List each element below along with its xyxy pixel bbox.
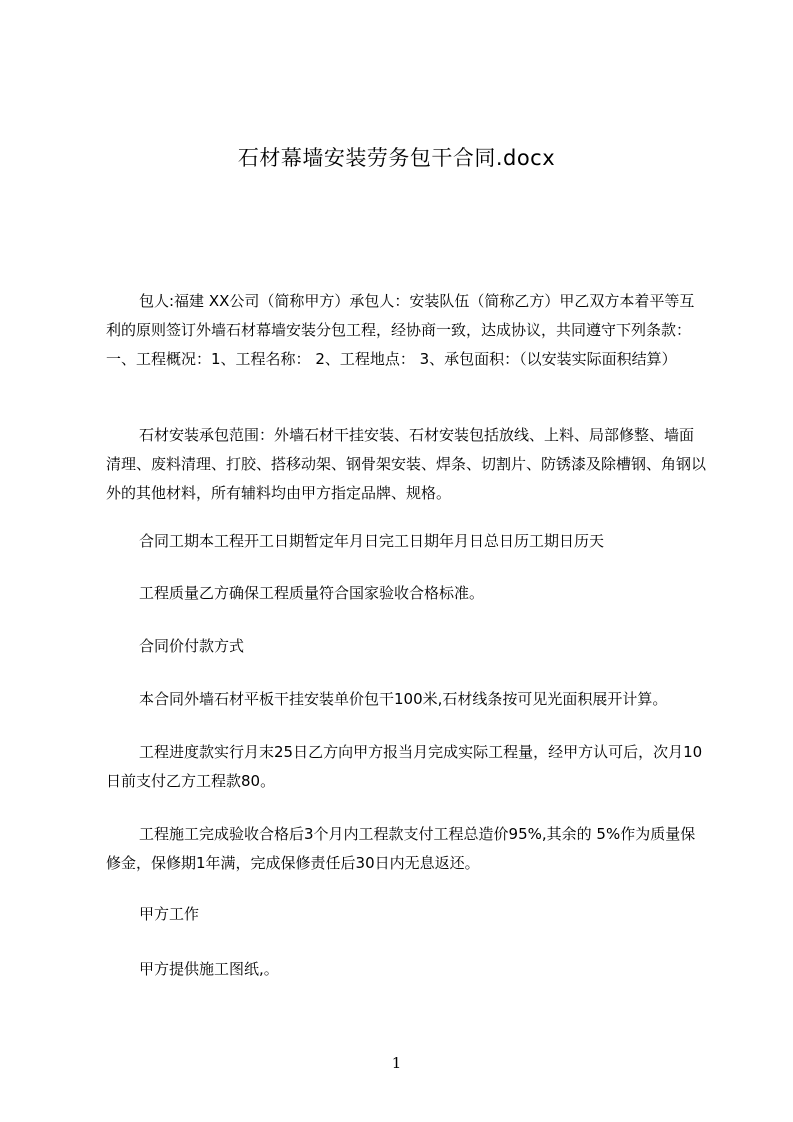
paragraph-quality: 工程质量乙方确保工程质量符合国家验收合格标准。 (139, 584, 485, 602)
paragraph-parties: 包人:福建 XX公司（简称甲方）承包人：安装队伍（简称乙方）甲乙双方本着平等互利的原则签订外墙石材幕墙安装分包工程，经协商一致，达成协议，共同遵守下列条款：一、工程概况：1、工程名称： 2、工程地点： 3、承包面积：（以安装实际面积结算） (106, 292, 695, 368)
paragraph-progress-payment: 工程进度款实行月末25日乙方向甲方报当月完成实际工程量，经甲方认可后，次月10日前支付乙方工程款80。 (106, 743, 703, 790)
document-title: 石材幕墙安装劳务包干合同.docx (237, 146, 556, 170)
paragraph-unit-price: 本合同外墙石材平板干挂安装单价包干100米,石材线条按可见光面积展开计算。 (139, 690, 668, 708)
paragraph-scope: 石材安装承包范围：外墙石材干挂安装、石材安装包括放线、上料、局部修整、墙面清理、废料清理、打胶、搭移动架、钢骨架安装、焊条、切割片、防锈漆及除槽钢、角钢以外的其他材料，所有辅料均由甲方指定品牌、规格。 (106, 426, 707, 502)
paragraph-drawings: 甲方提供施工图纸,。 (139, 960, 279, 978)
paragraph-retention: 工程施工完成验收合格后3个月内工程款支付工程总造价95%,其余的 5%作为质量保修金，保修期1年满，完成保修责任后30日内无息返还。 (106, 825, 696, 872)
heading-payment: 合同价付款方式 (139, 637, 245, 655)
page-number: 1 (391, 1054, 402, 1072)
heading-party-a-duties: 甲方工作 (139, 905, 200, 923)
paragraph-schedule: 合同工期本工程开工日期暂定年月日完工日期年月日总日历工期日历天 (139, 532, 605, 550)
